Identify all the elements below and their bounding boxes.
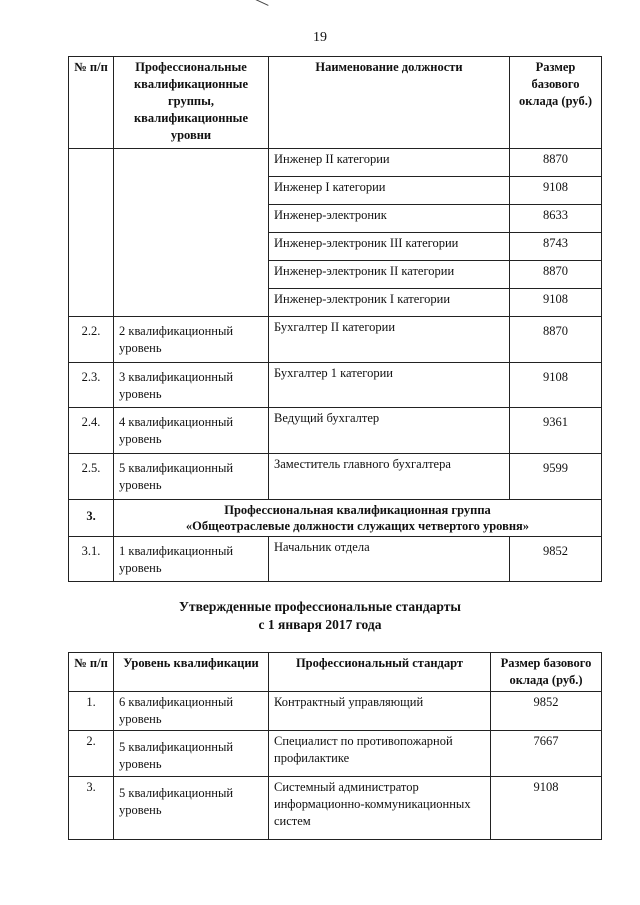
- table-row: [69, 692, 602, 731]
- salary-cell: 8743: [510, 233, 602, 261]
- position-cell: Инженер-электроник I категории: [269, 289, 510, 317]
- salary-cell: 8870: [510, 149, 602, 177]
- salary-cell: 8870: [510, 261, 602, 289]
- position-cell: Инженер-электроник II категории: [269, 261, 510, 289]
- position-cell: Инженер II категории: [269, 149, 510, 177]
- header-qualification-level: Уровень квалификации: [114, 653, 269, 692]
- table-row: [69, 363, 602, 408]
- standard-cell: Специалист по противопожарной профилактике: [269, 731, 491, 777]
- salary-cell: 9108: [510, 363, 602, 408]
- qualification-level: 6 квалификационный уровень: [114, 692, 269, 731]
- salary-cell: 9108: [510, 289, 602, 317]
- continued-num-cell: [69, 149, 114, 317]
- salary-cell: 8633: [510, 205, 602, 233]
- header-number: № п/п: [69, 653, 114, 692]
- page-number: 19: [313, 30, 327, 45]
- position-cell: Инженер-электроник: [269, 205, 510, 233]
- table1-header-row: [69, 57, 602, 149]
- position-cell: Бухгалтер II категории: [269, 317, 510, 363]
- header-salary: Размер базового оклада (руб.): [491, 653, 602, 692]
- position-cell: Начальник отдела: [269, 537, 510, 582]
- row-number: 2.2.: [69, 317, 114, 363]
- group3-row: [69, 500, 602, 537]
- salary-table-qualification-groups: [68, 56, 602, 582]
- qualification-level: 2 квалификационный уровень: [114, 317, 269, 363]
- table-row: [69, 777, 602, 840]
- position-cell: Заместитель главного бухгалтера: [269, 454, 510, 500]
- position-cell: Ведущий бухгалтер: [269, 408, 510, 454]
- qualification-level: 4 квалификационный уровень: [114, 408, 269, 454]
- row-number: 1.: [69, 692, 114, 731]
- header-qualification-group: Профессиональные квалификационные группы, квалификационные уровни: [114, 57, 269, 149]
- salary-cell: 9361: [510, 408, 602, 454]
- salary-cell: 8870: [510, 317, 602, 363]
- table-row: [69, 731, 602, 777]
- salary-cell: 9599: [510, 454, 602, 500]
- qualification-level: 3 квалификационный уровень: [114, 363, 269, 408]
- table-row: [69, 317, 602, 363]
- group3-number: 3.: [69, 500, 114, 537]
- continued-level-cell: [114, 149, 269, 317]
- position-cell: Бухгалтер 1 категории: [269, 363, 510, 408]
- qualification-level: 1 квалификационный уровень: [114, 537, 269, 582]
- qualification-level: 5 квалификационный уровень: [114, 777, 269, 840]
- section2-title-line1: Утвержденные профессиональные стандарты: [179, 599, 461, 614]
- section2-title: [0, 598, 640, 634]
- row-number: 3.: [69, 777, 114, 840]
- salary-cell: 7667: [491, 731, 602, 777]
- table-row: [69, 408, 602, 454]
- row-number: 2.3.: [69, 363, 114, 408]
- position-cell: Инженер-электроник III категории: [269, 233, 510, 261]
- scan-mark: [255, 0, 268, 6]
- table-row: [69, 454, 602, 500]
- professional-standards-table: [68, 652, 602, 840]
- group3-title-line2: «Общеотраслевые должности служащих четвертого уровня»: [185, 519, 530, 533]
- group3-title-line1: Профессиональная квалификационная группа: [224, 503, 491, 517]
- header-professional-standard: Профессиональный стандарт: [269, 653, 491, 692]
- salary-cell: 9852: [510, 537, 602, 582]
- qualification-level: 5 квалификационный уровень: [114, 454, 269, 500]
- row-number: 2.: [69, 731, 114, 777]
- salary-cell: 9108: [491, 777, 602, 840]
- table-row: [69, 537, 602, 582]
- table-row: [69, 149, 602, 177]
- group3-title: [114, 500, 602, 537]
- section2-title-line2: с 1 января 2017 года: [258, 617, 382, 632]
- header-number: № п/п: [69, 57, 114, 149]
- standard-cell: Системный администратор информационно-коммуникационных систем: [269, 777, 491, 840]
- row-number: 2.4.: [69, 408, 114, 454]
- row-number: 2.5.: [69, 454, 114, 500]
- standard-cell: Контрактный управляющий: [269, 692, 491, 731]
- position-cell: Инженер I категории: [269, 177, 510, 205]
- salary-cell: 9108: [510, 177, 602, 205]
- table2-header-row: [69, 653, 602, 692]
- qualification-level: 5 квалификационный уровень: [114, 731, 269, 777]
- header-salary: Размер базового оклада (руб.): [510, 57, 602, 149]
- salary-cell: 9852: [491, 692, 602, 731]
- row-number: 3.1.: [69, 537, 114, 582]
- header-position: Наименование должности: [269, 57, 510, 149]
